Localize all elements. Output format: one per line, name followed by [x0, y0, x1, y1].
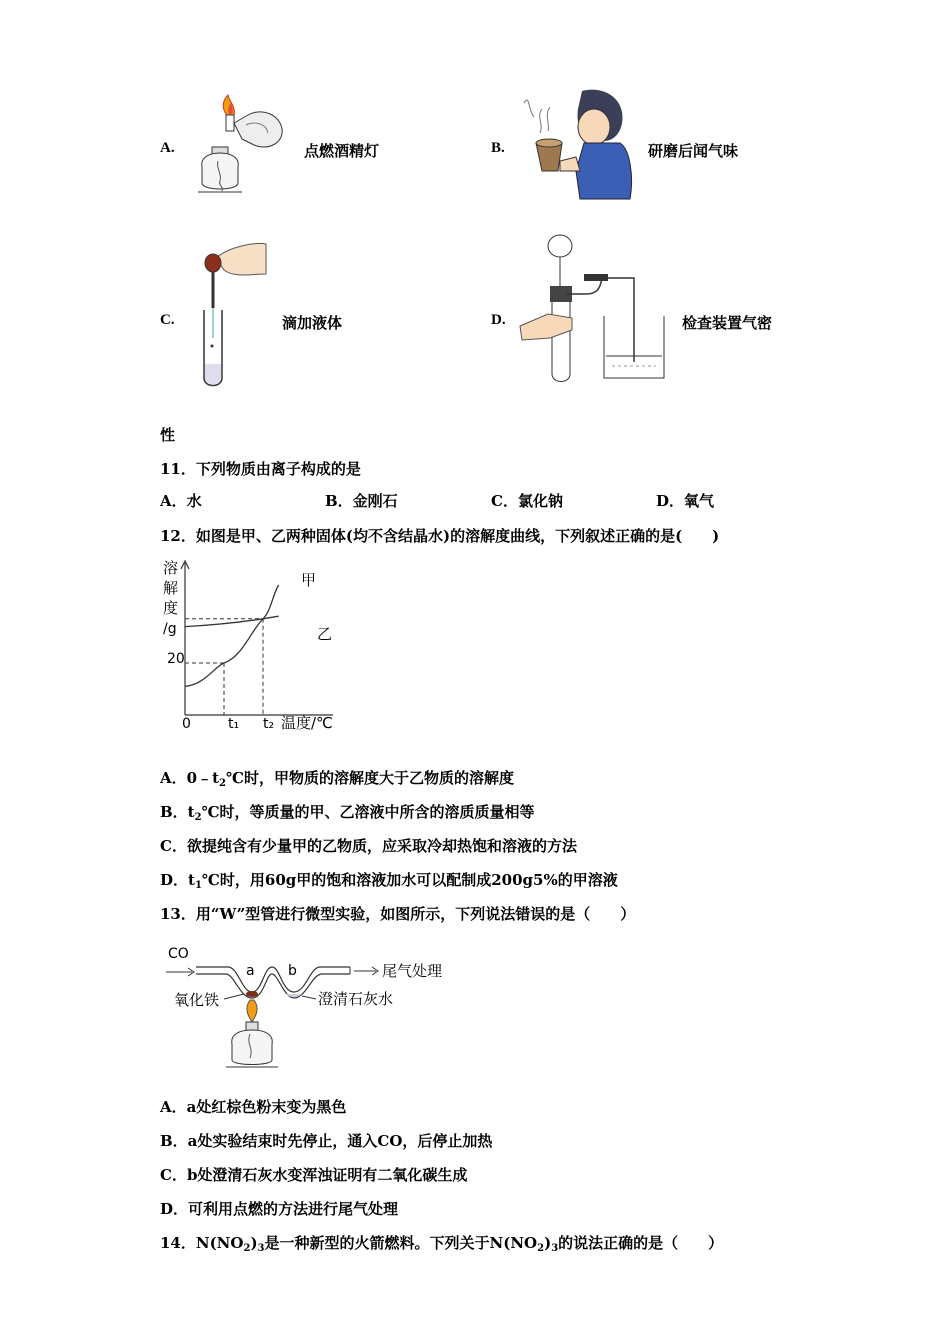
co-label: CO — [168, 946, 189, 962]
series-label-yi: 乙 — [317, 625, 333, 643]
y-label-char-2: 度 — [163, 599, 179, 617]
y-label-char-3: /g — [163, 621, 177, 637]
option-letter-d: D. — [491, 312, 506, 328]
tail-gas-label: 尾气处理 — [382, 962, 443, 980]
x-tick-0: 0 — [182, 716, 191, 732]
q13-option-b[interactable]: B．a处实验结束时先停止，通入CO，后停止加热 — [160, 1132, 493, 1150]
solubility-chart — [155, 555, 355, 740]
q12-option-b[interactable]: B．$t_2℃$时，等质量的甲、乙溶液中所含的溶质质量相等 — [160, 803, 535, 823]
option-letter-a: A. — [160, 140, 175, 156]
q12-option-d[interactable]: D．$t_1℃$时，用60g甲的饱和溶液加水可以配制成200g5%的甲溶液 — [160, 871, 618, 891]
airtightness-apparatus-illustration — [520, 232, 670, 384]
x-tick-t1: t₁ — [228, 716, 240, 732]
option-caption-c: 滴加液体 — [282, 314, 343, 332]
y-label-char-0: 溶 — [163, 559, 179, 577]
alcohol-lamp-illustration — [190, 95, 290, 200]
limewater-label: 澄清石灰水 — [318, 990, 394, 1008]
w-tube-apparatus — [160, 942, 460, 1072]
option-caption-a: 点燃酒精灯 — [304, 142, 380, 160]
point-a-label: a — [246, 963, 255, 979]
q11-option-a[interactable]: A．水 — [160, 492, 202, 510]
q12-option-a[interactable]: A．$0﹣t_2℃$时，甲物质的溶解度大于乙物质的溶解度 — [160, 769, 514, 789]
q13-option-a[interactable]: A．a处红棕色粉末变为黑色 — [160, 1098, 347, 1116]
q11-option-c[interactable]: C．氯化钠 — [491, 492, 563, 510]
student-smelling-illustration — [520, 87, 635, 202]
dropper-test-tube-illustration — [190, 238, 270, 388]
caption-continuation: 性 — [160, 426, 176, 444]
q12-option-c[interactable]: C．欲提纯含有少量甲的乙物质，应采取冷却热饱和溶液的方法 — [160, 837, 577, 855]
y-tick-20: 20 — [167, 651, 185, 667]
option-letter-b: B. — [491, 140, 505, 156]
y-label-char-1: 解 — [163, 579, 179, 597]
point-b-label: b — [288, 963, 297, 979]
option-caption-b: 研磨后闻气味 — [648, 142, 739, 160]
q11-option-b[interactable]: B．金刚石 — [325, 492, 398, 510]
q11-stem: 11．下列物质由离子构成的是 — [160, 460, 361, 478]
q12-stem: 12．如图是甲、乙两种固体(均不含结晶水)的溶解度曲线，下列叙述正确的是( ) — [160, 527, 720, 545]
q11-option-d[interactable]: D．氧气 — [656, 492, 715, 510]
iron-oxide-label: 氧化铁 — [174, 991, 220, 1009]
option-letter-c: C. — [160, 312, 175, 328]
series-label-jia: 甲 — [301, 571, 317, 589]
q13-option-c[interactable]: C．b处澄清石灰水变浑浊证明有二氧化碳生成 — [160, 1166, 468, 1184]
option-caption-d: 检查装置气密 — [682, 314, 773, 332]
q14-stem: 14．$N(NO_2)_3$是一种新型的火箭燃料。下列关于$N(NO_2)_3$的说法正确的是（ ） — [160, 1234, 724, 1254]
x-axis-label: 温度/℃ — [281, 714, 333, 732]
q13-stem: 13．用“W”型管进行微型实验，如图所示，下列说法错误的是（ ） — [160, 905, 636, 923]
x-tick-t2: t₂ — [263, 716, 275, 732]
q13-option-d[interactable]: D．可利用点燃的方法进行尾气处理 — [160, 1200, 399, 1218]
curve-jia — [185, 585, 279, 686]
